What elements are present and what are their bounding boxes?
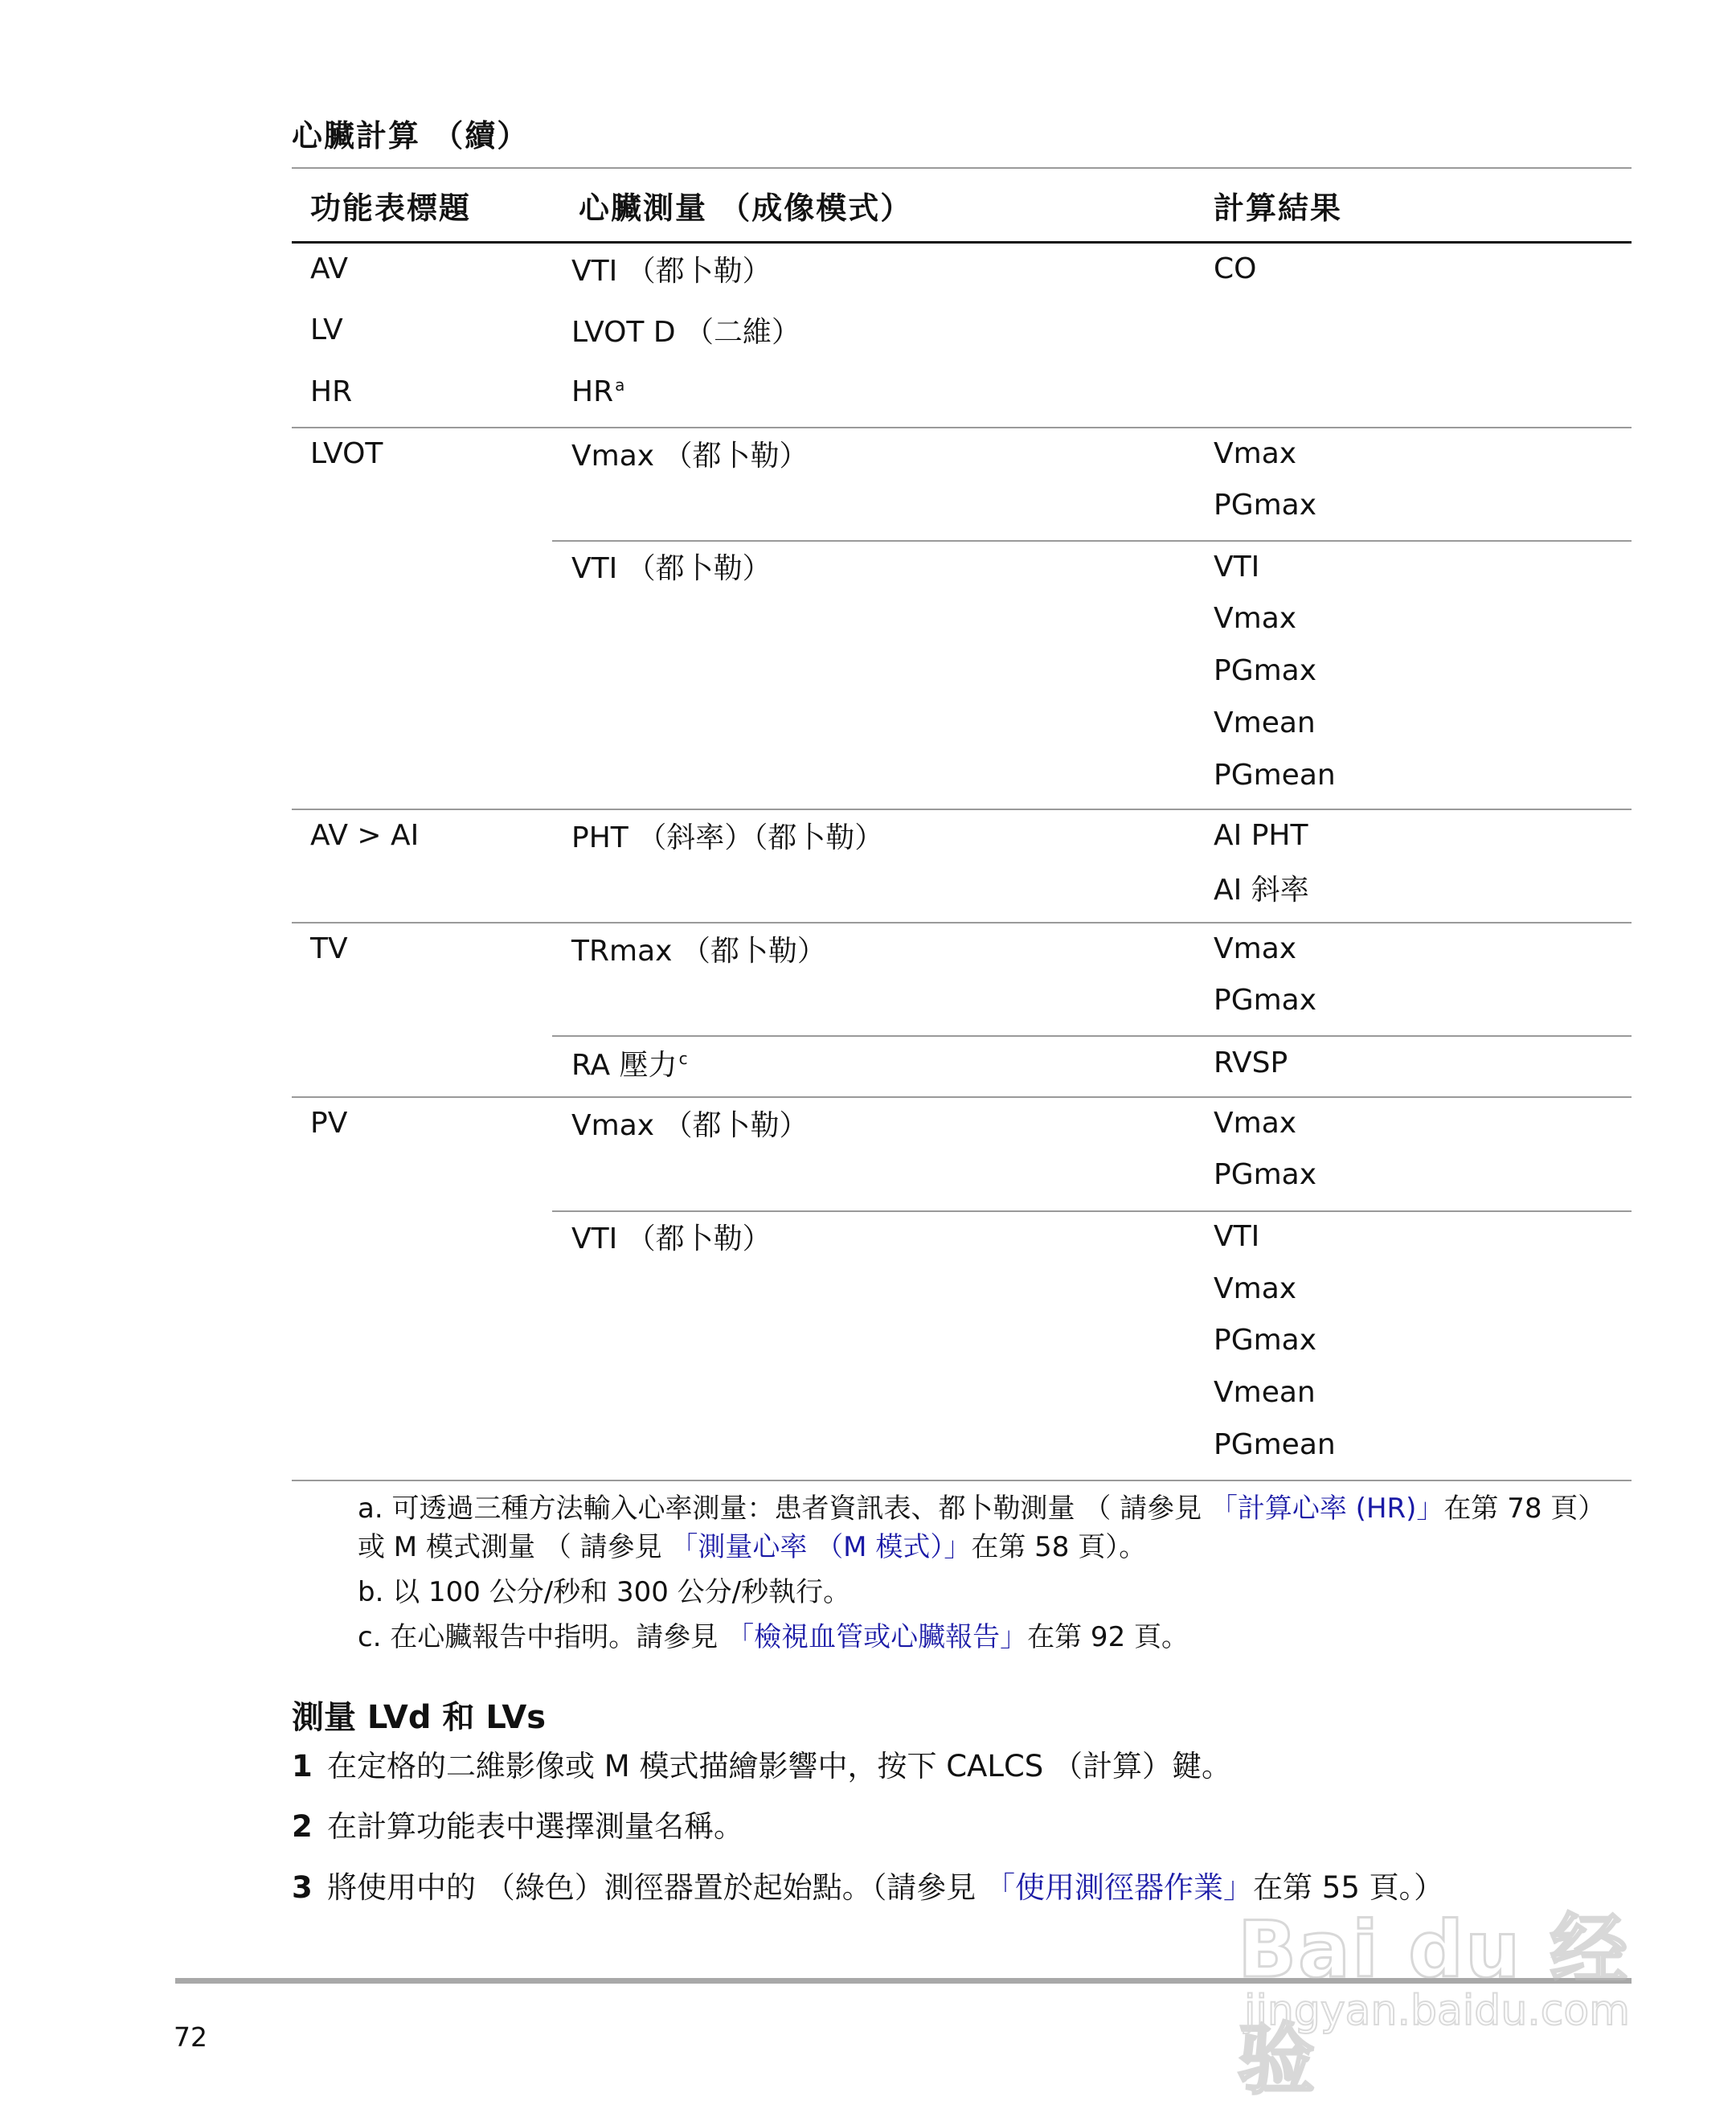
step-1: 1 在定格的二維影像或 M 模式描繪影響中，按下 CALCS （計算）鍵。 [292, 1749, 1232, 1783]
subrow-divider [552, 540, 1632, 542]
result-lvot-pgmax2: PGmax [1214, 654, 1317, 687]
measurement-pht: PHT （斜率）（都卜勒） [571, 821, 884, 854]
result-lvot-pgmax: PGmax [1214, 489, 1317, 522]
menu-title-tv: TV [310, 932, 348, 965]
watermark-brand: Bai du 经验 [1238, 1905, 1629, 2105]
link-calipers[interactable]: 「使用測徑器作業」 [985, 1870, 1254, 1905]
row-divider [292, 427, 1632, 428]
result-lvot-vmax: Vmax [1214, 437, 1297, 470]
watermark-url: jingyan.baidu.com [1244, 1987, 1630, 2035]
result-lvot-vmean: Vmean [1214, 706, 1316, 739]
result-tv-vmax: Vmax [1214, 932, 1297, 965]
page-number: 72 [174, 2021, 207, 2053]
result-pv-pgmax: PGmax [1214, 1158, 1317, 1191]
menu-title-av: AV [310, 252, 348, 285]
result-pv-pgmean: PGmean [1214, 1428, 1336, 1461]
result-ai-slope: AI 斜率 [1214, 874, 1309, 907]
footnote-a-line2: 或 M 模式測量 （ 請參見 「測量心率 （M 模式）」在第 58 頁）。 [358, 1531, 1147, 1563]
table-title: 心臟計算 （續） [292, 118, 530, 154]
measurement-av-vti: VTI （都卜勒） [571, 255, 772, 288]
result-pv-vmean: Vmean [1214, 1376, 1316, 1409]
table-bottom-rule [292, 1480, 1632, 1481]
measurement-ra-pressure: RA 壓力 $^c$ [571, 1049, 688, 1082]
row-divider [292, 922, 1632, 923]
row-divider [292, 1096, 1632, 1098]
footnote-ref-a: a [615, 375, 625, 395]
header-result: 計算結果 [1214, 190, 1343, 226]
baidu-watermark [1238, 1889, 1656, 2105]
result-pv-vmax: Vmax [1214, 1107, 1297, 1140]
link-hr-mmode[interactable]: 「測量心率 （M 模式）」 [670, 1531, 972, 1563]
result-lvot-pgmean: PGmean [1214, 759, 1336, 792]
header-measurement: 心臟測量 （成像模式） [579, 190, 913, 226]
result-pv-pgmax2: PGmax [1214, 1324, 1317, 1357]
result-ai-pht: AI PHT [1214, 819, 1308, 852]
measurement-pv-vti: VTI （都卜勒） [571, 1222, 772, 1255]
menu-title-lv: LV [310, 313, 343, 346]
footnote-c: c. 在心臟報告中指明。請參見 「檢視血管或心臟報告」在第 92 頁。 [358, 1621, 1189, 1653]
menu-title-hr: HR [310, 375, 353, 408]
subrow-divider [552, 1210, 1632, 1212]
header-menu-title: 功能表標題 [310, 190, 472, 226]
menu-title-lvot: LVOT [310, 437, 383, 470]
measurement-lvot-vmax: Vmax （都卜勒） [571, 440, 809, 473]
measurement-lvot-vti: VTI （都卜勒） [571, 552, 772, 585]
step-2: 2 在計算功能表中選擇測量名稱。 [292, 1809, 743, 1844]
section-heading: 測量 LVd 和 LVs [292, 1699, 547, 1736]
footnote-ref-c: c [678, 1049, 688, 1068]
result-pv-vmax2: Vmax [1214, 1272, 1297, 1305]
measurement-trmax: TRmax （都卜勒） [571, 935, 826, 968]
footnote-b: b. 以 100 公分/秒和 300 公分/秒執行。 [358, 1576, 851, 1608]
step-3: 3 將使用中的 （綠色）測徑器置於起始點。（請參見 「使用測徑器作業」在第 55 頁。） [292, 1870, 1444, 1905]
measurement-hr: HR $^a$ [571, 375, 625, 408]
menu-title-pv: PV [310, 1107, 348, 1140]
result-lvot-vmax2: Vmax [1214, 602, 1297, 635]
result-pv-vti: VTI [1214, 1220, 1260, 1253]
row-divider [292, 809, 1632, 810]
footnote-a-line1: a. 可透過三種方法輸入心率測量：患者資訊表、都卜勒測量 （ 請參見 「計算心率 (HR)」在第 78 頁） [358, 1493, 1606, 1525]
link-view-report[interactable]: 「檢視血管或心臟報告」 [727, 1621, 1028, 1653]
result-rvsp: RVSP [1214, 1046, 1288, 1079]
measurement-pv-vmax: Vmax （都卜勒） [571, 1109, 809, 1142]
result-tv-pgmax: PGmax [1214, 984, 1317, 1017]
result-lvot-vti: VTI [1214, 551, 1260, 584]
menu-title-av-ai: AV > AI [310, 819, 420, 852]
result-co: CO [1214, 252, 1257, 285]
subrow-divider [552, 1035, 1632, 1037]
link-hr-calc[interactable]: 「計算心率 (HR)」 [1210, 1493, 1444, 1525]
measurement-lvot-d: LVOT D （二維） [571, 316, 801, 349]
table-header-rule [292, 241, 1632, 244]
table-top-rule [292, 167, 1632, 169]
